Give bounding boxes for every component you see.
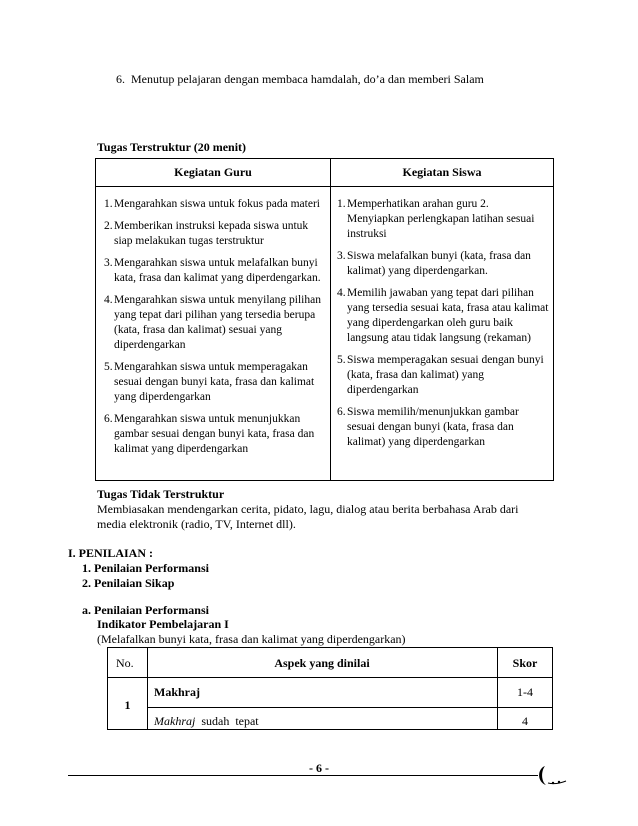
list-item-number: 5. <box>104 361 113 373</box>
list-item-text: Memperhatikan arahan guru 2. Menyiapkan perlengkapan latihan sesuai instruksi <box>347 198 535 240</box>
sub-aspect <box>154 714 259 729</box>
list-item-number: 5. <box>337 354 346 366</box>
list-item-number: 4. <box>104 294 113 306</box>
list-item-number: 3. <box>337 250 346 262</box>
tugas-tidak-terstruktur-line1: Membiasakan mendengarkan cerita, pidato, lagu, dialog atau berita berbahasa Arab dari <box>97 502 519 516</box>
penilaian-item-sikap: 2. Penilaian Sikap <box>82 576 175 590</box>
header-skor: Skor <box>512 656 538 670</box>
list-item-number: 6. <box>104 413 113 425</box>
list-item <box>337 249 549 279</box>
list-item-text: Mengarahkan siswa untuk menyilang pilihan yang tepat dari pilihan yang tersedia berupa (kata, frasa dan kalimat) sesuai yang diperdengarkan <box>114 294 321 351</box>
list-item-number: 3. <box>104 257 113 269</box>
list-item-text: Mengarahkan siswa untuk fokus pada materi <box>114 198 320 210</box>
list-item-number: 2. <box>104 220 113 232</box>
list-item-text: Siswa melafalkan bunyi (kata, frasa dan kalimat) yang diperdengarkan. <box>347 250 531 277</box>
list-item <box>337 286 549 346</box>
closing-step-number: 6. <box>116 72 125 86</box>
header-kegiatan-guru: Kegiatan Guru <box>174 165 252 179</box>
header-no: No. <box>116 656 134 670</box>
list-item <box>104 360 324 405</box>
closing-step <box>116 72 484 87</box>
penilaian-table <box>107 647 553 730</box>
list-item-number: 1. <box>337 198 346 210</box>
list-item-text: Mengarahkan siswa untuk menunjukkan gambar sesuai dengan bunyi kata, frasa dan kalimat yang diperdengarkan <box>114 413 315 455</box>
header-row-line <box>108 677 552 678</box>
row-score: 1-4 <box>517 685 533 699</box>
sub-a-heading: a. Penilaian Performansi <box>82 603 209 617</box>
indikator-desc: (Melafalkan bunyi kata, frasa dan kalimat yang diperdengarkan) <box>97 632 406 646</box>
header-aspek: Aspek yang dinilai <box>274 656 370 670</box>
tugas-tidak-terstruktur-title: Tugas Tidak Terstruktur <box>97 487 225 501</box>
list-item <box>104 412 324 457</box>
list-item-text: Siswa memilih/menunjukkan gambar sesuai dengan bunyi (kata, frasa dan kalimat) yang diperdengarkan <box>347 406 519 448</box>
kegiatan-guru-list <box>104 197 324 464</box>
page-number: - 6 - <box>309 761 329 775</box>
list-item-text: Mengarahkan siswa untuk melafalkan bunyi kata, frasa dan kalimat yang diperdengarkan. <box>114 257 321 284</box>
list-item <box>104 197 324 212</box>
row-number: 1 <box>124 698 131 712</box>
tugas-tidak-terstruktur-line2: media elektronik (radio, TV, Internet dll). <box>97 517 296 531</box>
penilaian-heading: I. PENILAIAN : <box>68 546 154 560</box>
footer-rule <box>68 775 538 776</box>
list-item <box>104 219 324 249</box>
kegiatan-siswa-list <box>337 197 549 457</box>
tugas-terstruktur-table <box>95 158 554 481</box>
list-item-text: Siswa memperagakan sesuai dengan bunyi (kata, frasa dan kalimat) yang diperdengarkan <box>347 354 544 396</box>
list-item <box>104 293 324 353</box>
list-item-number: 4. <box>337 287 346 299</box>
list-item <box>337 353 549 398</box>
list-item <box>337 405 549 450</box>
row-aspect: Makhraj <box>154 685 200 699</box>
crescent-logo-icon <box>536 763 570 787</box>
sub-aspect-italic: Makhraj <box>154 714 196 728</box>
list-item-number: 1. <box>104 198 113 210</box>
list-item-number: 6. <box>337 406 346 418</box>
header-kegiatan-siswa: Kegiatan Siswa <box>402 165 482 179</box>
sub-score: 4 <box>522 714 528 728</box>
closing-step-text: Menutup pelajaran dengan membaca hamdalah, do’a dan memberi Salam <box>131 72 484 86</box>
penilaian-item-performansi: 1. Penilaian Performansi <box>82 561 209 575</box>
list-item-text: Memberikan instruksi kepada siswa untuk siap melakukan tugas terstruktur <box>114 220 309 247</box>
tugas-terstruktur-title: Tugas Terstruktur (20 menit) <box>97 140 247 154</box>
indikator-title: Indikator Pembelajaran I <box>97 617 229 631</box>
sub-aspect-text: sudah tepat <box>195 714 259 728</box>
list-item-text: Mengarahkan siswa untuk memperagakan sesuai dengan bunyi kata, frasa dan kalimat yang diperdengarkan <box>114 361 315 403</box>
column-divider <box>330 159 331 480</box>
row-line <box>147 707 552 708</box>
list-item-text: Memilih jawaban yang tepat dari pilihan yang tersedia sesuai kata, frasa atau kalimat yang diperdengarkan oleh guru baik langsung atau tidak langsung (rekaman) <box>347 287 549 344</box>
list-item <box>104 256 324 286</box>
list-item <box>337 197 549 242</box>
